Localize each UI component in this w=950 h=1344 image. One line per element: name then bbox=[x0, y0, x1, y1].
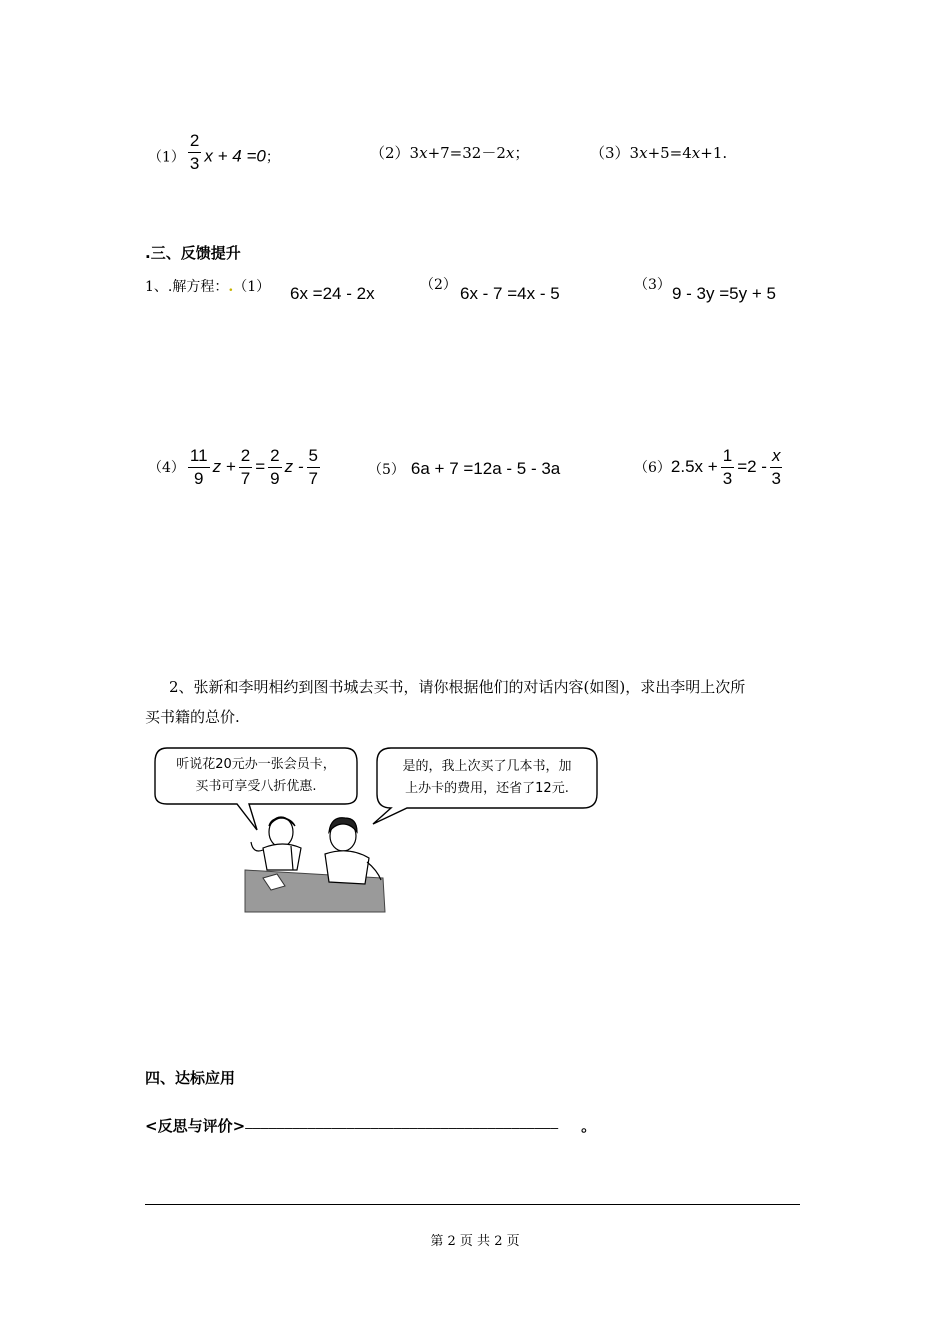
eq-6-f1d: 3 bbox=[722, 469, 733, 488]
question2-line1: 2、张新和李明相约到图书城去买书，请你根据他们的对话内容(如图)，求出李明上次所 bbox=[169, 678, 746, 696]
reflection-end: 。 bbox=[581, 1117, 597, 1135]
eq-3-var2: x bbox=[691, 144, 701, 162]
eq-3-var: x bbox=[639, 144, 648, 162]
eq-4-f4n: 5 bbox=[307, 445, 320, 468]
eq-3-label: （3）3 bbox=[590, 144, 640, 162]
eq-4-frac4 bbox=[307, 445, 320, 490]
eq-1-fraction bbox=[188, 130, 201, 175]
eq-1 bbox=[148, 131, 280, 175]
bubble-left-line2: 买书可享受八折优惠. bbox=[195, 779, 317, 794]
eq-4-label: （4） bbox=[148, 460, 185, 476]
section4-heading: 四、达标应用 bbox=[145, 1069, 236, 1087]
person-right bbox=[325, 818, 381, 884]
cartoon-illustration bbox=[145, 738, 605, 916]
q1-dot: . bbox=[228, 279, 234, 295]
q1-eq1-label: （1） bbox=[233, 279, 271, 295]
footer-divider bbox=[145, 1204, 800, 1205]
bubble-left-text bbox=[159, 754, 353, 798]
section3-heading: .三、反馈提升 bbox=[145, 244, 241, 262]
eq-6 bbox=[634, 445, 785, 490]
eq-1-rest: x + 4 =0 bbox=[204, 146, 266, 166]
eq-4-f2d: 7 bbox=[240, 469, 251, 488]
question2-line2: 买书籍的总价. bbox=[145, 708, 240, 726]
eq-1-den: 3 bbox=[189, 154, 200, 173]
person-left bbox=[251, 817, 301, 870]
q1-eq1: 6x =24 - 2x bbox=[290, 284, 375, 303]
eq-6-f2d: 3 bbox=[771, 469, 781, 488]
eq-4-b: = bbox=[255, 457, 266, 476]
eq-2-label: （2）3 bbox=[370, 144, 420, 162]
eq-6-f2n: x bbox=[770, 445, 783, 468]
eq-2-var: x bbox=[419, 144, 428, 162]
eq-6-b: =2 - bbox=[737, 457, 767, 476]
eq-4-frac2 bbox=[239, 445, 252, 490]
eq-4-f4d: 7 bbox=[308, 469, 318, 488]
q1-eq3: 9 - 3y =5y + 5 bbox=[672, 284, 776, 303]
eq-4-c: z - bbox=[284, 457, 304, 476]
eq-4-f3n: 2 bbox=[268, 445, 281, 468]
eq-4-frac3 bbox=[268, 445, 281, 490]
bubble-right-text bbox=[381, 756, 593, 800]
reflection-label: <反思与评价> bbox=[145, 1117, 246, 1135]
eq-1-label: （1） bbox=[148, 149, 185, 166]
eq-4 bbox=[148, 445, 323, 490]
eq-6-frac2 bbox=[770, 445, 783, 490]
eq-4-f1d: 9 bbox=[194, 469, 204, 488]
bubble-right-line1: 是的，我上次买了几本书，加 bbox=[402, 759, 572, 774]
reflection-dashes: ———————————————————————————————————————— bbox=[245, 1121, 559, 1136]
q1-eq2-label: （2） bbox=[420, 277, 457, 293]
eq-4-a: z + bbox=[212, 457, 236, 476]
eq-4-f3d: 9 bbox=[270, 469, 280, 488]
eq-6-f1n: 1 bbox=[721, 445, 734, 468]
q1-eq3-label: （3） bbox=[634, 277, 671, 293]
eq-4-f2n: 2 bbox=[239, 445, 252, 468]
bubble-right-line2: 上办卡的费用，还省了12元. bbox=[405, 781, 569, 796]
eq-5-label: （5） bbox=[368, 462, 405, 478]
eq-2 bbox=[370, 142, 529, 163]
eq-2-end: ； bbox=[514, 144, 530, 162]
eq-5-text: 6a + 7 =12a - 5 - 3a bbox=[410, 459, 561, 478]
question2 bbox=[145, 672, 815, 732]
reflection-line bbox=[145, 1115, 596, 1136]
eq-1-num: 2 bbox=[188, 130, 201, 153]
eq-6-frac1 bbox=[721, 445, 734, 490]
q1-eq2: 6x - 7 =4x - 5 bbox=[460, 284, 560, 303]
page-footer: 第 2 页 共 2 页 bbox=[430, 1234, 520, 1249]
q1-prefix: 1、.解方程： bbox=[145, 279, 229, 295]
eq-4-f1n: 11 bbox=[188, 445, 210, 468]
eq-3-mid: +5=4 bbox=[647, 144, 692, 162]
eq-6-a: 2.5x + bbox=[670, 457, 718, 476]
eq-3 bbox=[590, 142, 727, 163]
eq-3-end: +1. bbox=[700, 144, 728, 162]
eq-2-var2: x bbox=[505, 144, 515, 162]
eq-6-label: （6） bbox=[634, 460, 671, 476]
q1-line bbox=[145, 276, 270, 296]
bubble-left-line1: 听说花20元办一张会员卡， bbox=[176, 757, 336, 772]
eq-1-end: ； bbox=[265, 149, 280, 166]
eq-2-mid: +7=32－2 bbox=[427, 144, 506, 162]
eq-5 bbox=[368, 459, 560, 479]
eq-4-frac1 bbox=[188, 445, 210, 490]
